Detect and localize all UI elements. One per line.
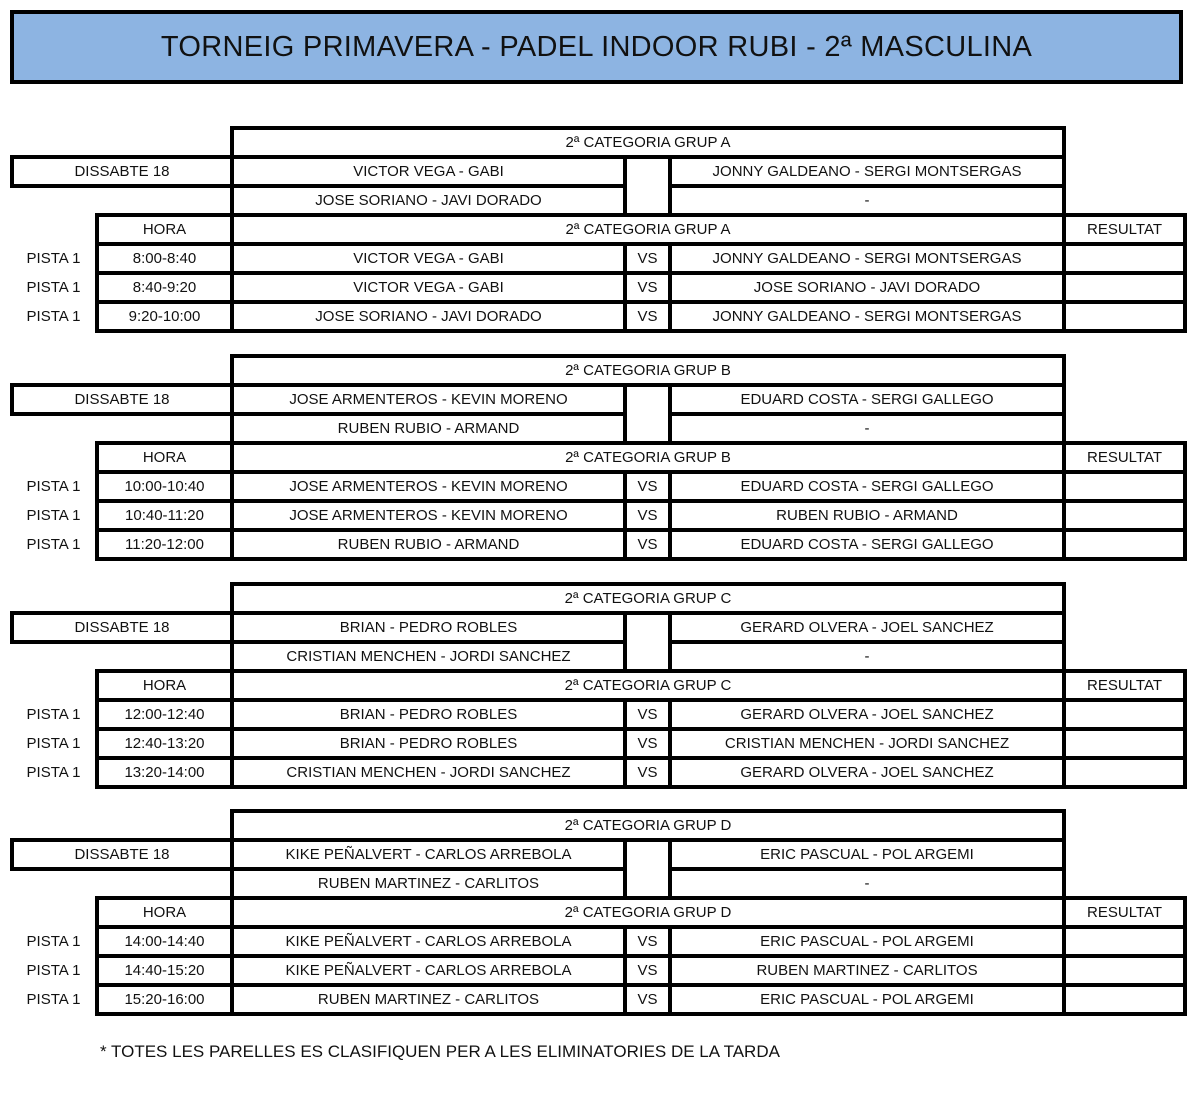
group-header: 2ª CATEGORIA GRUP A	[232, 128, 1064, 157]
match-team1: KIKE PEÑALVERT - CARLOS ARREBOLA	[232, 927, 625, 956]
footnote: * TOTES LES PARELLES ES CLASIFIQUEN PER A LES ELIMINATORIES DE LA TARDA	[100, 1042, 780, 1061]
title-banner	[10, 10, 1183, 84]
empty-cell	[12, 443, 97, 472]
vs-spacer-cell	[625, 157, 670, 215]
empty-cell	[12, 584, 232, 613]
empty-cell	[12, 898, 97, 927]
empty-cell	[12, 128, 232, 157]
match-result-cell	[1064, 927, 1185, 956]
match-team2: GERARD OLVERA - JOEL SANCHEZ	[670, 700, 1064, 729]
vs-spacer-cell	[625, 840, 670, 898]
vs-label: VS	[625, 729, 670, 758]
match-row	[12, 472, 1185, 501]
vs-label: VS	[625, 273, 670, 302]
roster-team: -	[670, 186, 1064, 215]
day-label: DISSABTE 18	[12, 157, 232, 186]
empty-cell	[1064, 385, 1185, 414]
pista-label: PISTA 1	[26, 962, 81, 979]
match-result-cell	[1064, 758, 1185, 787]
empty-cell	[12, 186, 232, 215]
match-result-cell	[1064, 244, 1185, 273]
empty-cell	[1064, 840, 1185, 869]
empty-cell	[12, 642, 232, 671]
match-time: 13:20-14:00	[97, 758, 232, 787]
match-time: 12:40-13:20	[97, 729, 232, 758]
match-row	[12, 700, 1185, 729]
empty-cell	[1064, 869, 1185, 898]
match-team1: VICTOR VEGA - GABI	[232, 273, 625, 302]
empty-cell	[12, 356, 232, 385]
match-row	[12, 244, 1185, 273]
match-result-cell	[1064, 302, 1185, 331]
resultat-header: RESULTAT	[1064, 443, 1185, 472]
match-row	[12, 758, 1185, 787]
match-team2: EDUARD COSTA - SERGI GALLEGO	[670, 472, 1064, 501]
empty-cell	[1064, 584, 1185, 613]
match-result-cell	[1064, 472, 1185, 501]
match-team2: RUBEN MARTINEZ - CARLITOS	[670, 956, 1064, 985]
day-label: DISSABTE 18	[12, 613, 232, 642]
match-team2: ERIC PASCUAL - POL ARGEMI	[670, 927, 1064, 956]
pista-label: PISTA 1	[26, 536, 81, 553]
vs-label: VS	[625, 302, 670, 331]
match-team1: JOSE ARMENTEROS - KEVIN MORENO	[232, 501, 625, 530]
match-time: 15:20-16:00	[97, 985, 232, 1014]
roster-team: -	[670, 414, 1064, 443]
roster-team: ERIC PASCUAL - POL ARGEMI	[670, 840, 1064, 869]
match-team1: VICTOR VEGA - GABI	[232, 244, 625, 273]
roster-team: CRISTIAN MENCHEN - JORDI SANCHEZ	[232, 642, 625, 671]
hora-header: HORA	[97, 443, 232, 472]
vs-label: VS	[625, 700, 670, 729]
match-result-cell	[1064, 501, 1185, 530]
roster-row	[12, 385, 1185, 414]
match-row	[12, 501, 1185, 530]
match-time: 11:20-12:00	[97, 530, 232, 559]
pista-label: PISTA 1	[26, 478, 81, 495]
group-header-row	[12, 356, 1185, 385]
group-header: 2ª CATEGORIA GRUP D	[232, 811, 1064, 840]
group-subheader: 2ª CATEGORIA GRUP D	[232, 898, 1064, 927]
vs-label: VS	[625, 501, 670, 530]
vs-label: VS	[625, 472, 670, 501]
roster-row	[12, 613, 1185, 642]
roster-team: BRIAN - PEDRO ROBLES	[232, 613, 625, 642]
group-a-table	[10, 126, 1187, 333]
pista-label: PISTA 1	[26, 250, 81, 267]
match-team2: JOSE SORIANO - JAVI DORADO	[670, 273, 1064, 302]
match-time: 14:00-14:40	[97, 927, 232, 956]
vs-spacer-cell	[625, 613, 670, 671]
match-row	[12, 530, 1185, 559]
group-subheader: 2ª CATEGORIA GRUP C	[232, 671, 1064, 700]
match-time: 14:40-15:20	[97, 956, 232, 985]
vs-label: VS	[625, 530, 670, 559]
match-result-cell	[1064, 530, 1185, 559]
empty-cell	[1064, 642, 1185, 671]
match-time: 9:20-10:00	[97, 302, 232, 331]
vs-label: VS	[625, 956, 670, 985]
hora-header: HORA	[97, 898, 232, 927]
match-row	[12, 729, 1185, 758]
match-result-cell	[1064, 956, 1185, 985]
roster-team: JOSE SORIANO - JAVI DORADO	[232, 186, 625, 215]
resultat-header: RESULTAT	[1064, 671, 1185, 700]
match-time: 8:40-9:20	[97, 273, 232, 302]
match-team2: JONNY GALDEANO - SERGI MONTSERGAS	[670, 244, 1064, 273]
hora-header: HORA	[97, 671, 232, 700]
pista-label: PISTA 1	[26, 933, 81, 950]
match-team1: RUBEN MARTINEZ - CARLITOS	[232, 985, 625, 1014]
group-header-row	[12, 584, 1185, 613]
empty-cell	[1064, 356, 1185, 385]
group-header: 2ª CATEGORIA GRUP C	[232, 584, 1064, 613]
match-row	[12, 273, 1185, 302]
hora-header: HORA	[97, 215, 232, 244]
group-b-table	[10, 354, 1187, 561]
roster-row	[12, 414, 1185, 443]
roster-row	[12, 186, 1185, 215]
day-label: DISSABTE 18	[12, 840, 232, 869]
match-team2: EDUARD COSTA - SERGI GALLEGO	[670, 530, 1064, 559]
empty-cell	[12, 869, 232, 898]
roster-team: RUBEN MARTINEZ - CARLITOS	[232, 869, 625, 898]
roster-team: VICTOR VEGA - GABI	[232, 157, 625, 186]
roster-team: -	[670, 642, 1064, 671]
match-team2: ERIC PASCUAL - POL ARGEMI	[670, 985, 1064, 1014]
group-c-table	[10, 582, 1187, 789]
group-subheader: 2ª CATEGORIA GRUP B	[232, 443, 1064, 472]
match-team2: GERARD OLVERA - JOEL SANCHEZ	[670, 758, 1064, 787]
roster-team: -	[670, 869, 1064, 898]
empty-cell	[12, 671, 97, 700]
match-team2: RUBEN RUBIO - ARMAND	[670, 501, 1064, 530]
roster-team: GERARD OLVERA - JOEL SANCHEZ	[670, 613, 1064, 642]
empty-cell	[1064, 613, 1185, 642]
match-team1: CRISTIAN MENCHEN - JORDI SANCHEZ	[232, 758, 625, 787]
roster-row	[12, 869, 1185, 898]
schedule-header-row	[12, 215, 1185, 244]
resultat-header: RESULTAT	[1064, 898, 1185, 927]
match-team1: BRIAN - PEDRO ROBLES	[232, 729, 625, 758]
match-row	[12, 927, 1185, 956]
vs-spacer-cell	[625, 385, 670, 443]
pista-label: PISTA 1	[26, 279, 81, 296]
match-row	[12, 985, 1185, 1014]
match-team1: KIKE PEÑALVERT - CARLOS ARREBOLA	[232, 956, 625, 985]
empty-cell	[12, 414, 232, 443]
roster-team: RUBEN RUBIO - ARMAND	[232, 414, 625, 443]
roster-team: EDUARD COSTA - SERGI GALLEGO	[670, 385, 1064, 414]
roster-row	[12, 642, 1185, 671]
match-result-cell	[1064, 985, 1185, 1014]
group-header-row	[12, 811, 1185, 840]
match-row	[12, 956, 1185, 985]
vs-label: VS	[625, 985, 670, 1014]
roster-team: JOSE ARMENTEROS - KEVIN MORENO	[232, 385, 625, 414]
match-result-cell	[1064, 273, 1185, 302]
match-team2: JONNY GALDEANO - SERGI MONTSERGAS	[670, 302, 1064, 331]
match-team1: JOSE ARMENTEROS - KEVIN MORENO	[232, 472, 625, 501]
vs-label: VS	[625, 927, 670, 956]
pista-label: PISTA 1	[26, 706, 81, 723]
day-label: DISSABTE 18	[12, 385, 232, 414]
empty-cell	[1064, 128, 1185, 157]
match-result-cell	[1064, 729, 1185, 758]
match-time: 12:00-12:40	[97, 700, 232, 729]
empty-cell	[1064, 414, 1185, 443]
roster-team: KIKE PEÑALVERT - CARLOS ARREBOLA	[232, 840, 625, 869]
empty-cell	[1064, 811, 1185, 840]
group-header: 2ª CATEGORIA GRUP B	[232, 356, 1064, 385]
match-result-cell	[1064, 700, 1185, 729]
resultat-header: RESULTAT	[1064, 215, 1185, 244]
schedule-header-row	[12, 671, 1185, 700]
group-subheader: 2ª CATEGORIA GRUP A	[232, 215, 1064, 244]
schedule-header-row	[12, 898, 1185, 927]
pista-label: PISTA 1	[26, 507, 81, 524]
roster-row	[12, 157, 1185, 186]
empty-cell	[12, 215, 97, 244]
match-time: 10:40-11:20	[97, 501, 232, 530]
vs-label: VS	[625, 758, 670, 787]
match-time: 10:00-10:40	[97, 472, 232, 501]
empty-cell	[1064, 157, 1185, 186]
page-title: TORNEIG PRIMAVERA - PADEL INDOOR RUBI - 2ª MASCULINA	[160, 30, 1033, 63]
roster-team: JONNY GALDEANO - SERGI MONTSERGAS	[670, 157, 1064, 186]
schedule-header-row	[12, 443, 1185, 472]
match-team1: RUBEN RUBIO - ARMAND	[232, 530, 625, 559]
vs-label: VS	[625, 244, 670, 273]
match-time: 8:00-8:40	[97, 244, 232, 273]
match-team2: CRISTIAN MENCHEN - JORDI SANCHEZ	[670, 729, 1064, 758]
empty-cell	[12, 811, 232, 840]
group-d-table	[10, 809, 1187, 1016]
group-header-row	[12, 128, 1185, 157]
empty-cell	[1064, 186, 1185, 215]
pista-label: PISTA 1	[26, 735, 81, 752]
pista-label: PISTA 1	[26, 991, 81, 1008]
match-team1: JOSE SORIANO - JAVI DORADO	[232, 302, 625, 331]
roster-row	[12, 840, 1185, 869]
match-row	[12, 302, 1185, 331]
match-team1: BRIAN - PEDRO ROBLES	[232, 700, 625, 729]
pista-label: PISTA 1	[26, 764, 81, 781]
pista-label: PISTA 1	[26, 308, 81, 325]
